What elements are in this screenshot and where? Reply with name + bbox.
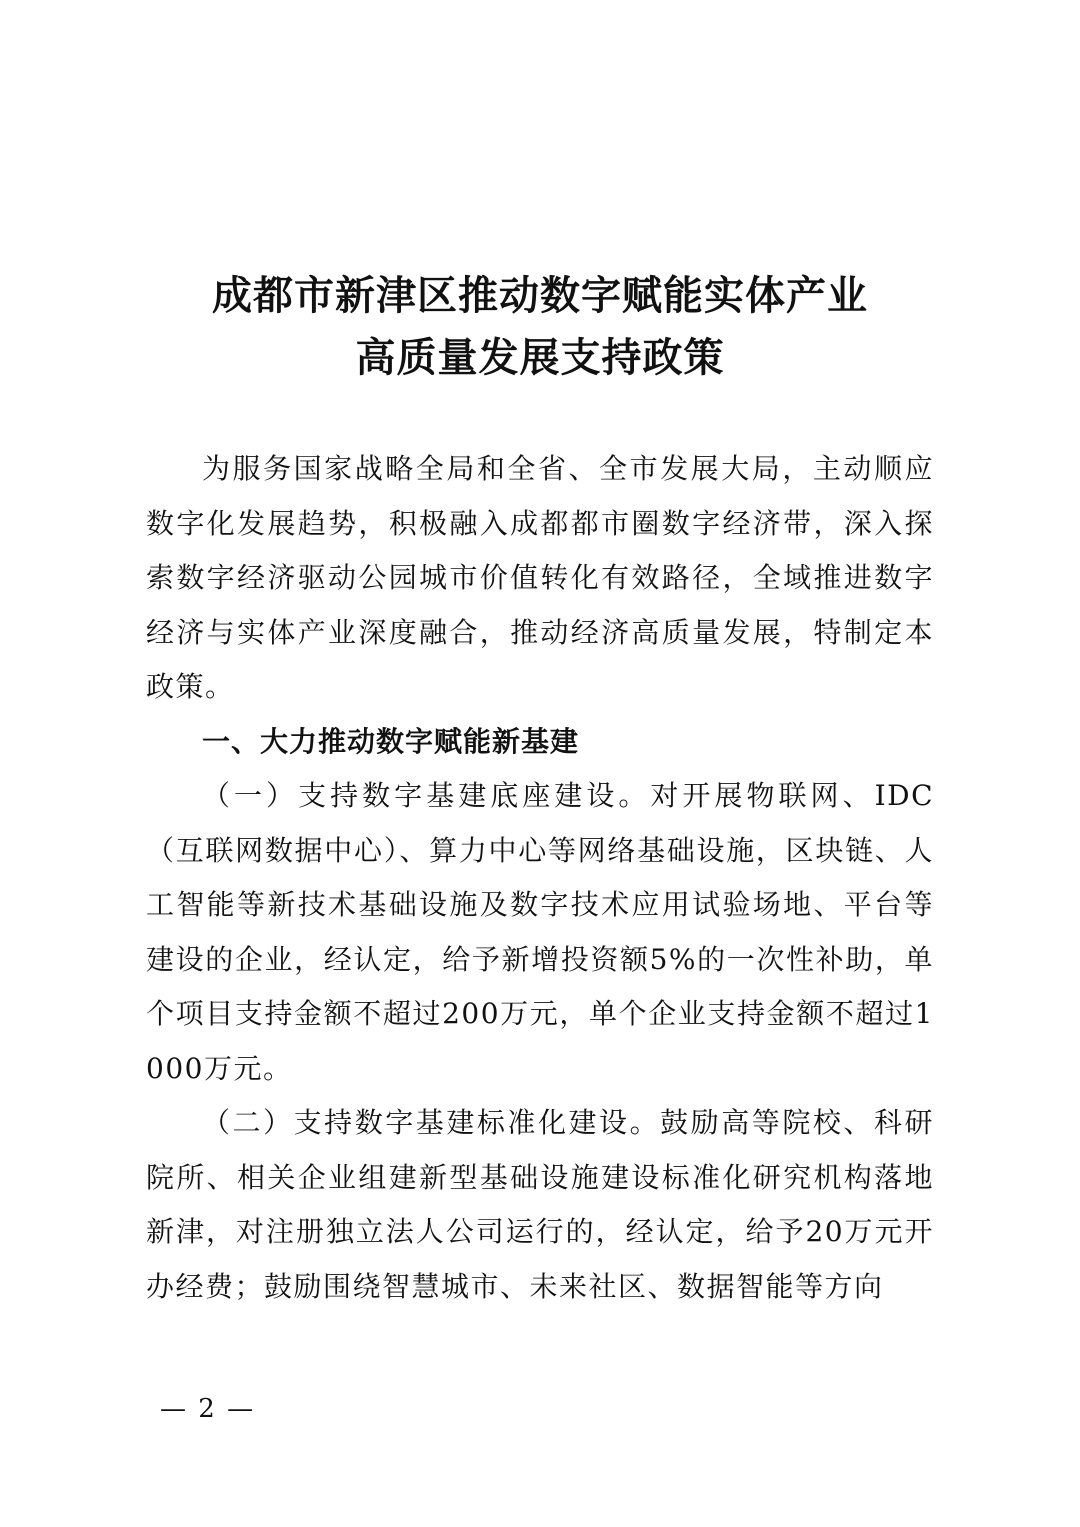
document-body xyxy=(146,442,934,1314)
section-heading-1: 一、大力推动数字赋能新基建 xyxy=(202,724,580,758)
paragraph-item-1: （一）支持数字基建底座建设。对开展物联网、IDC（互联网数据中心）、算力中心等网络基础设施，区块链、人工智能等新技术基础设施及数字技术应用试验场地、平台等建设的企业，经认定，给予新增投资额5%的一次性补助，单个项目支持金额不超过200万元，单个企业支持金额不超过1000万元。 xyxy=(146,779,934,1085)
page-number: — 2 — xyxy=(160,1394,256,1424)
document-title-line1: 成都市新津区推动数字赋能实体产业 xyxy=(212,273,868,319)
document-title-line2: 高质量发展支持政策 xyxy=(355,335,725,381)
paragraph-item-2: （二）支持数字基建标准化建设。鼓励高等院校、科研院所、相关企业组建新型基础设施建设标准化研究机构落地新津，对注册独立法人公司运行的，经认定，给予20万元开办经费；鼓励围绕智慧城市、未来社区、数据智能等方向 xyxy=(146,1106,934,1303)
intro-paragraph: 为服务国家战略全局和全省、全市发展大局，主动顺应数字化发展趋势，积极融入成都都市圈数字经济带，深入探索数字经济驱动公园城市价值转化有效路径，全域推进数字经济与实体产业深度融合，推动经济高质量发展，特制定本政策。 xyxy=(146,452,934,703)
